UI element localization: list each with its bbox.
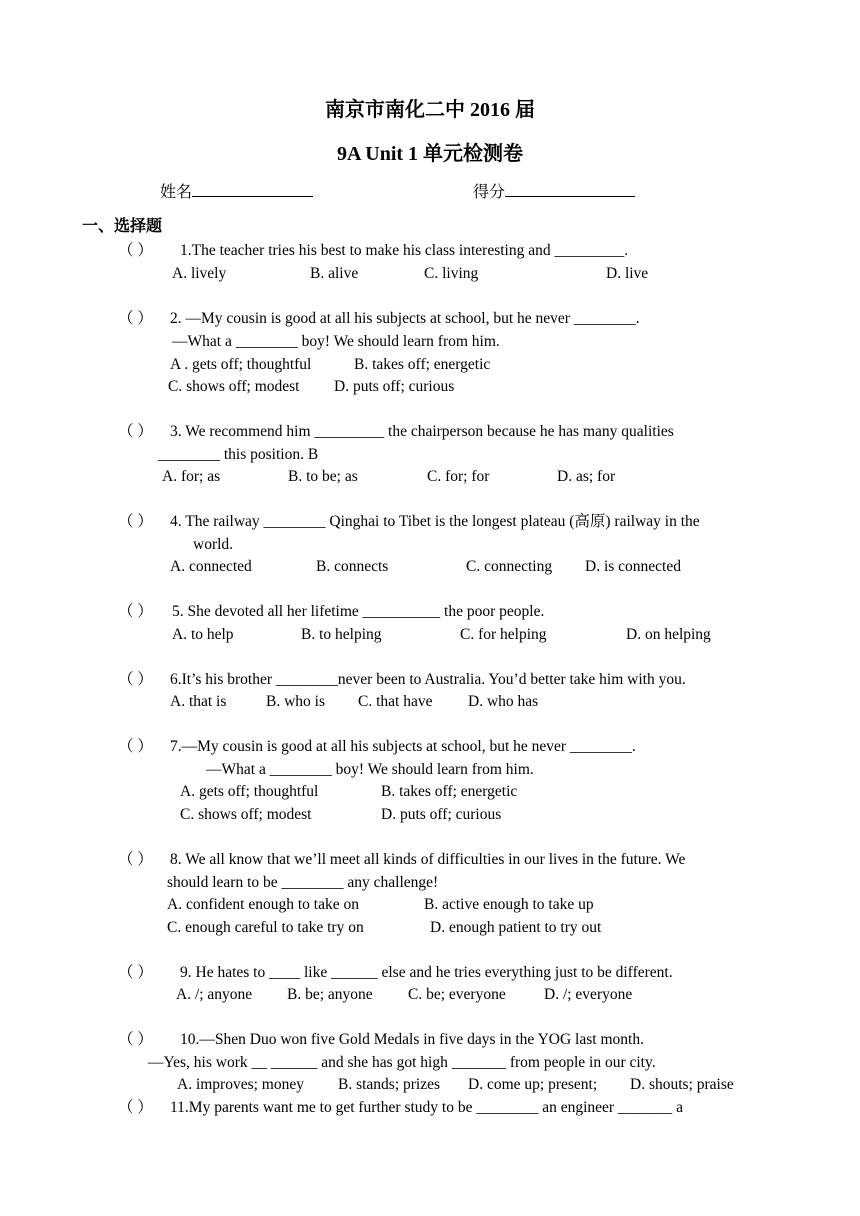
- option-c: C. connecting: [466, 558, 553, 575]
- option-b: B. to be; as: [288, 468, 358, 485]
- option-b: B. connects: [316, 558, 389, 575]
- option-a: A. lively: [172, 265, 227, 282]
- name-field: [160, 179, 313, 202]
- option-d: D. live: [606, 265, 649, 282]
- option-a: A. /; anyone: [176, 986, 253, 1003]
- question-stem-line2: —What a ________ boy! We should learn from him.: [172, 333, 500, 350]
- answer-paren: （ ）: [118, 671, 153, 688]
- question-stem: 2. —My cousin is good at all his subjects at school, but he never ________.: [170, 310, 640, 327]
- option-d: D. enough patient to try out: [430, 919, 602, 936]
- name-label: 姓名: [160, 184, 193, 201]
- option-a: A . gets off; thoughtful: [170, 356, 312, 373]
- answer-paren: （ ）: [118, 851, 153, 868]
- question-stem: 7.—My cousin is good at all his subjects at school, but he never ________.: [170, 738, 636, 755]
- option-b: B. active enough to take up: [424, 896, 594, 913]
- option-a: A. confident enough to take on: [167, 896, 359, 913]
- option-c: C. shows off; modest: [180, 806, 312, 823]
- option-c: C. living: [424, 265, 479, 282]
- question-stem: 8. We all know that we’ll meet all kinds of difficulties in our lives in the future. We: [170, 851, 686, 868]
- school-title: 南京市南化二中 2016 届: [325, 99, 535, 121]
- answer-paren: （ ）: [118, 964, 153, 981]
- option-c: C. shows off; modest: [168, 378, 300, 395]
- score-field: [473, 179, 635, 202]
- option-a: A. to help: [172, 626, 234, 643]
- answer-paren: （ ）: [118, 1031, 153, 1048]
- question-stem-line2: —What a ________ boy! We should learn from him.: [206, 761, 534, 778]
- option-b: B. to helping: [301, 626, 382, 643]
- option-b: B. be; anyone: [287, 986, 373, 1003]
- section-title: 一、选择题: [82, 216, 163, 235]
- option-b: B. alive: [310, 265, 359, 282]
- score-blank: [505, 181, 635, 197]
- question-stem-line2: should learn to be ________ any challenge!: [167, 874, 439, 891]
- option-b: B. takes off; energetic: [381, 783, 518, 800]
- option-d: D. on helping: [626, 626, 711, 643]
- answer-paren: （ ）: [118, 242, 153, 259]
- option-c: C. enough careful to take try on: [167, 919, 364, 936]
- option-d: D. puts off; curious: [381, 806, 502, 823]
- question-stem: 11.My parents want me to get further study to be ________ an engineer _______ a: [170, 1099, 683, 1116]
- option-d: D. is connected: [585, 558, 681, 575]
- option-a: A. gets off; thoughtful: [180, 783, 319, 800]
- option-a: A. improves; money: [177, 1076, 304, 1093]
- option-c: D. come up; present;: [468, 1076, 598, 1093]
- option-a: A. connected: [170, 558, 252, 575]
- question-stem: 6.It’s his brother ________never been to Australia. You’d better take him with you.: [170, 671, 686, 688]
- option-b: B. takes off; energetic: [354, 356, 491, 373]
- question-stem-line2: ________ this position. B: [158, 446, 319, 463]
- question-stem: 4. The railway ________ Qinghai to Tibet is the longest plateau (高原) railway in the: [170, 513, 700, 530]
- option-c: C. be; everyone: [408, 986, 506, 1003]
- score-label: 得分: [473, 184, 506, 201]
- answer-paren: （ ）: [118, 738, 153, 755]
- option-d: D. /; everyone: [544, 986, 633, 1003]
- option-b: B. who is: [266, 693, 325, 710]
- answer-paren: （ ）: [118, 423, 153, 440]
- option-c: C. for; for: [427, 468, 490, 485]
- option-b: B. stands; prizes: [338, 1076, 441, 1093]
- answer-paren: （ ）: [118, 1099, 153, 1116]
- answer-paren: （ ）: [118, 513, 153, 530]
- question-stem-line2: —Yes, his work __ ______ and she has got high _______ from people in our city.: [148, 1054, 656, 1071]
- option-c: C. for helping: [460, 626, 547, 643]
- question-stem: 5. She devoted all her lifetime __________ the poor people.: [172, 603, 545, 620]
- question-stem: 3. We recommend him _________ the chairperson because he has many qualities: [170, 423, 674, 440]
- option-d: D. who has: [468, 693, 539, 710]
- option-d: D. shouts; praise: [630, 1076, 734, 1093]
- question-stem: 9. He hates to ____ like ______ else and he tries everything just to be different.: [180, 964, 673, 981]
- option-a: A. for; as: [162, 468, 221, 485]
- question-stem-line2: world.: [193, 536, 234, 553]
- option-d: D. as; for: [557, 468, 616, 485]
- question-stem: 10.—Shen Duo won five Gold Medals in five days in the YOG last month.: [180, 1031, 644, 1048]
- option-d: D. puts off; curious: [334, 378, 455, 395]
- name-blank: [192, 181, 313, 197]
- answer-paren: （ ）: [118, 603, 153, 620]
- option-a: A. that is: [170, 693, 227, 710]
- exam-title: 9A Unit 1 单元检测卷: [336, 143, 524, 165]
- question-stem: 1.The teacher tries his best to make his class interesting and _________.: [180, 242, 629, 259]
- answer-paren: （ ）: [118, 310, 153, 327]
- option-c: C. that have: [358, 693, 433, 710]
